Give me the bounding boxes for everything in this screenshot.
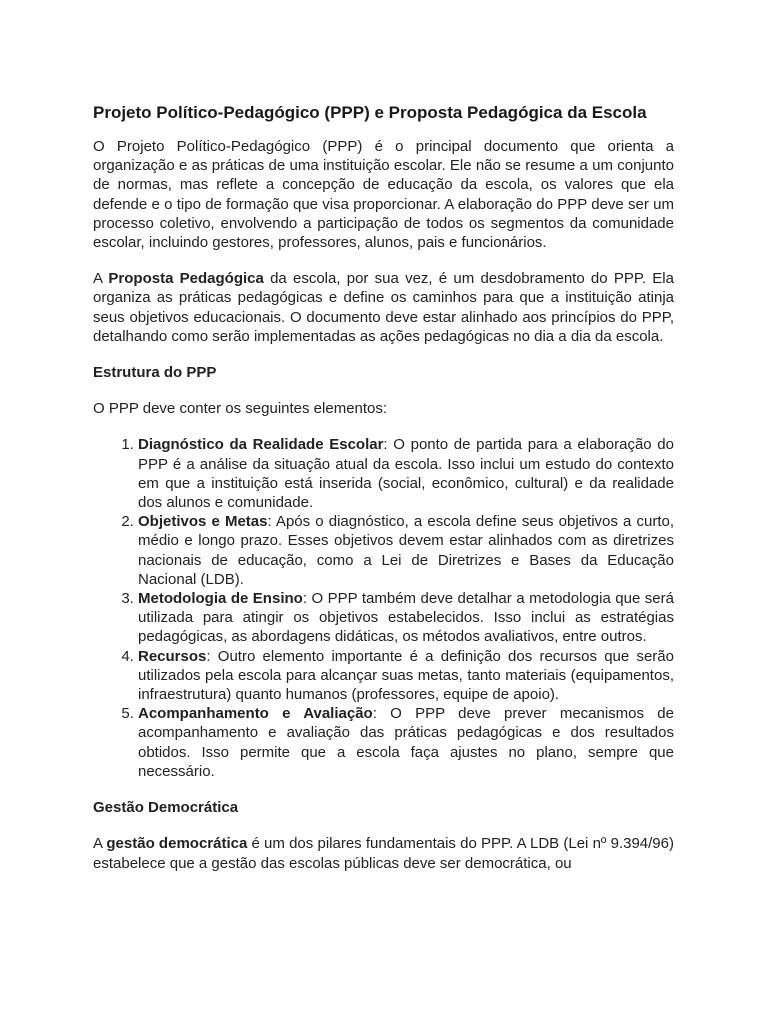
gestao-heading: Gestão Democrática xyxy=(93,799,239,817)
list-item-text: : Outro elemento importante é a definição dos recursos que serão utilizados pela escola para alcançar suas metas, tanto materiais (equipamentos, infraestrutura) quanto humanos (professores, equipe de apoio). xyxy=(138,647,674,704)
gestao-text: é um dos pilares fundamentais do PPP. A LDB (Lei nº 9.394/96) estabelece que a gestão das escolas públicas deve ser democrática, ou xyxy=(93,835,674,872)
list-item-text: : O ponto de partida para a elaboração do PPP é a análise da situação atual da escola. Isso inclui um estudo do contexto em que a instituição está inserida (social, econômico, cultural) e da realidade dos alunos e comunidade. xyxy=(138,436,674,512)
list-item xyxy=(138,704,674,781)
list-item xyxy=(138,512,674,589)
proposta-prefix: A xyxy=(93,270,109,288)
estrutura-list xyxy=(93,435,674,781)
list-item-text: : O PPP também deve detalhar a metodologia que será utilizada para atingir os objetivos estabelecidos. Isso inclui as estratégias pedagógicas, as abordagens didáticas, os métodos avaliativos, entre outros. xyxy=(138,590,674,646)
list-item xyxy=(138,435,674,512)
proposta-term: Proposta Pedagógica xyxy=(108,270,264,288)
list-item-term: Metodologia de Ensino xyxy=(138,590,303,608)
gestao-paragraph xyxy=(93,834,674,872)
gestao-prefix: A xyxy=(93,835,107,853)
proposta-text: da escola, por sua vez, é um desdobramento do PPP. Ela organiza as práticas pedagógicas e define os caminhos para que a instituição atinja seus objetivos educacionais. O documento deve estar alinhado aos princípios do PPP, detalhando como serão implementadas as ações pedagógicas no dia a dia da escola. xyxy=(93,270,674,345)
estrutura-intro: O PPP deve conter os seguintes elementos: xyxy=(93,400,388,418)
list-item xyxy=(138,589,674,647)
list-item-term: Acompanhamento e Avaliação xyxy=(138,705,373,723)
document-page xyxy=(93,101,674,890)
list-item xyxy=(138,647,674,705)
list-item-text: : Após o diagnóstico, a escola define seus objetivos a curto, médio e longo prazo. Esses objetivos devem estar alinhados com as diretrizes nacionais de educação, como a Lei de Diretrizes e Bases da Educação Nacional (LDB). xyxy=(138,513,674,588)
list-item-text: : O PPP deve prever mecanismos de acompanhamento e avaliação das práticas pedagógicas e dos resultados obtidos. Isso permite que a escola faça ajustes no plano, sempre que necessário. xyxy=(138,705,674,780)
list-item-term: Recursos xyxy=(138,647,207,665)
document-title: Projeto Político-Pedagógico (PPP) e Proposta Pedagógica da Escola xyxy=(93,103,647,122)
gestao-term: gestão democrática xyxy=(106,835,248,853)
list-item-term: Objetivos e Metas xyxy=(138,513,268,531)
list-item-term: Diagnóstico da Realidade Escolar xyxy=(138,436,384,454)
estrutura-heading: Estrutura do PPP xyxy=(93,364,217,382)
intro-paragraph: O Projeto Político-Pedagógico (PPP) é o principal documento que orienta a organização e as práticas de uma instituição escolar. Ele não se resume a um conjunto de normas, mas reflete a concepção de educação da escola, os valores que ela defende e o tipo de formação que visa proporcionar. A elaboração do PPP deve ser um processo coletivo, envolvendo a participação de todos os segmentos da comunidade escolar, incluindo gestores, professores, alunos, pais e funcionários. xyxy=(93,138,674,252)
proposta-paragraph xyxy=(93,269,674,346)
